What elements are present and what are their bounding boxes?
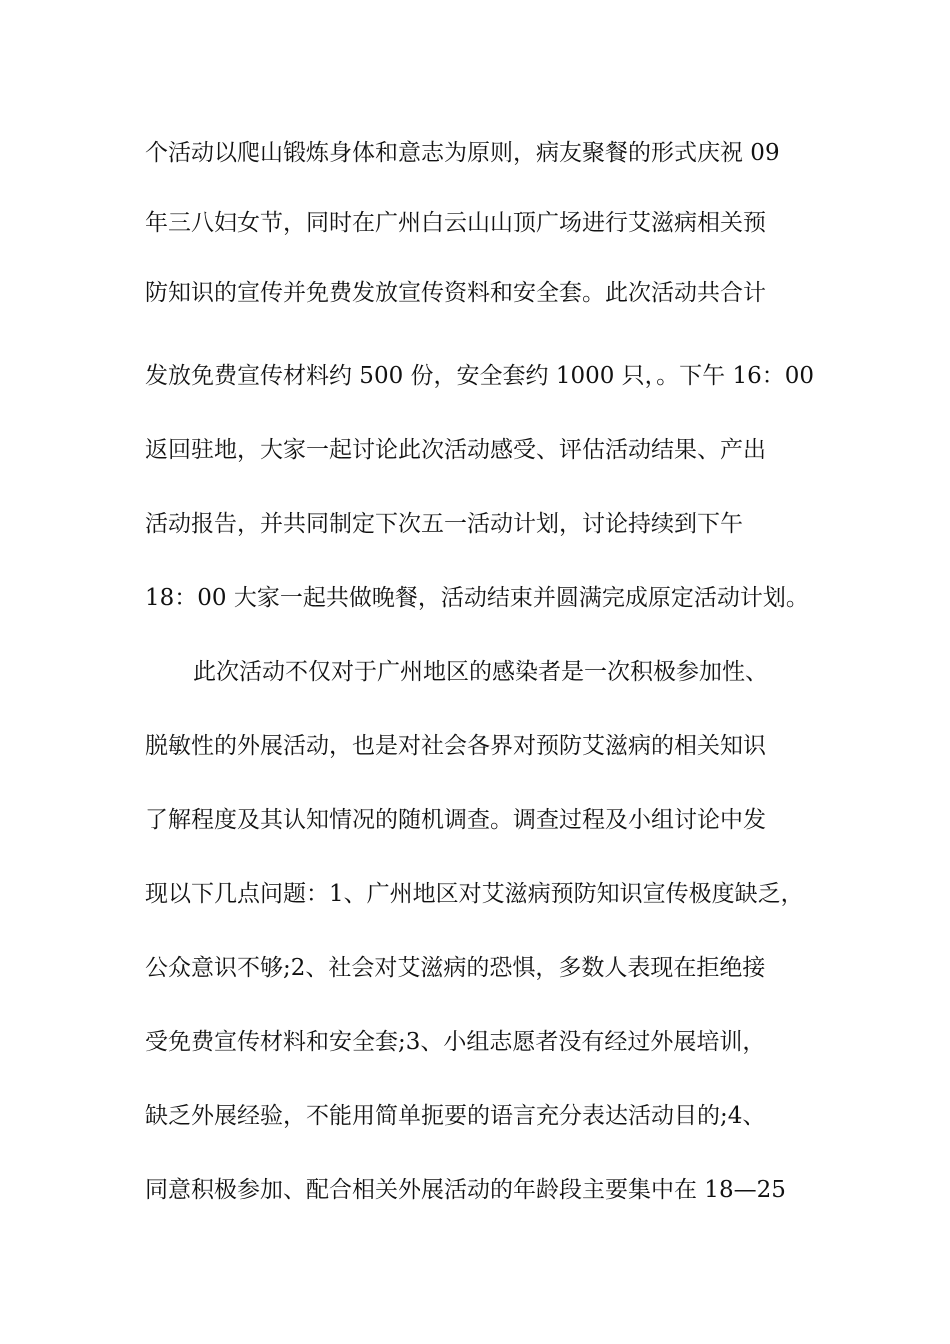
text-line: 个活动以爬山锻炼身体和意志为原则，病友聚餐的形式庆祝 09	[145, 140, 780, 166]
text-line: 同意积极参加、配合相关外展活动的年龄段主要集中在 18—25	[145, 1177, 786, 1203]
text-line: 返回驻地，大家一起讨论此次活动感受、评估活动结果、产出	[145, 437, 766, 463]
text-line: 公众意识不够;2、社会对艾滋病的恐惧，多数人表现在拒绝接	[145, 955, 766, 981]
text-line: 脱敏性的外展活动，也是对社会各界对预防艾滋病的相关知识	[145, 733, 766, 759]
text-line: 缺乏外展经验，不能用简单扼要的语言充分表达活动目的;4、	[145, 1103, 766, 1129]
text-line: 防知识的宣传并免费发放宣传资料和安全套。此次活动共合计	[145, 280, 766, 306]
text-line: 18：00 大家一起共做晚餐，活动结束并圆满完成原定活动计划。	[145, 585, 809, 611]
text-line: 了解程度及其认知情况的随机调查。调查过程及小组讨论中发	[145, 807, 766, 833]
text-line: 年三八妇女节，同时在广州白云山山顶广场进行艾滋病相关预	[145, 210, 766, 236]
text-line: 活动报告，并共同制定下次五一活动计划，讨论持续到下午	[145, 511, 743, 537]
text-line: 现以下几点问题：1、广州地区对艾滋病预防知识宣传极度缺乏，	[145, 881, 804, 907]
text-line: 发放免费宣传材料约 500 份，安全套约 1000 只，。下午 16：00	[145, 363, 815, 389]
paragraph-first-line: 此次活动不仅对于广州地区的感染者是一次积极参加性、	[193, 659, 768, 685]
text-line: 受免费宣传材料和安全套;3、小组志愿者没有经过外展培训，	[145, 1029, 766, 1055]
